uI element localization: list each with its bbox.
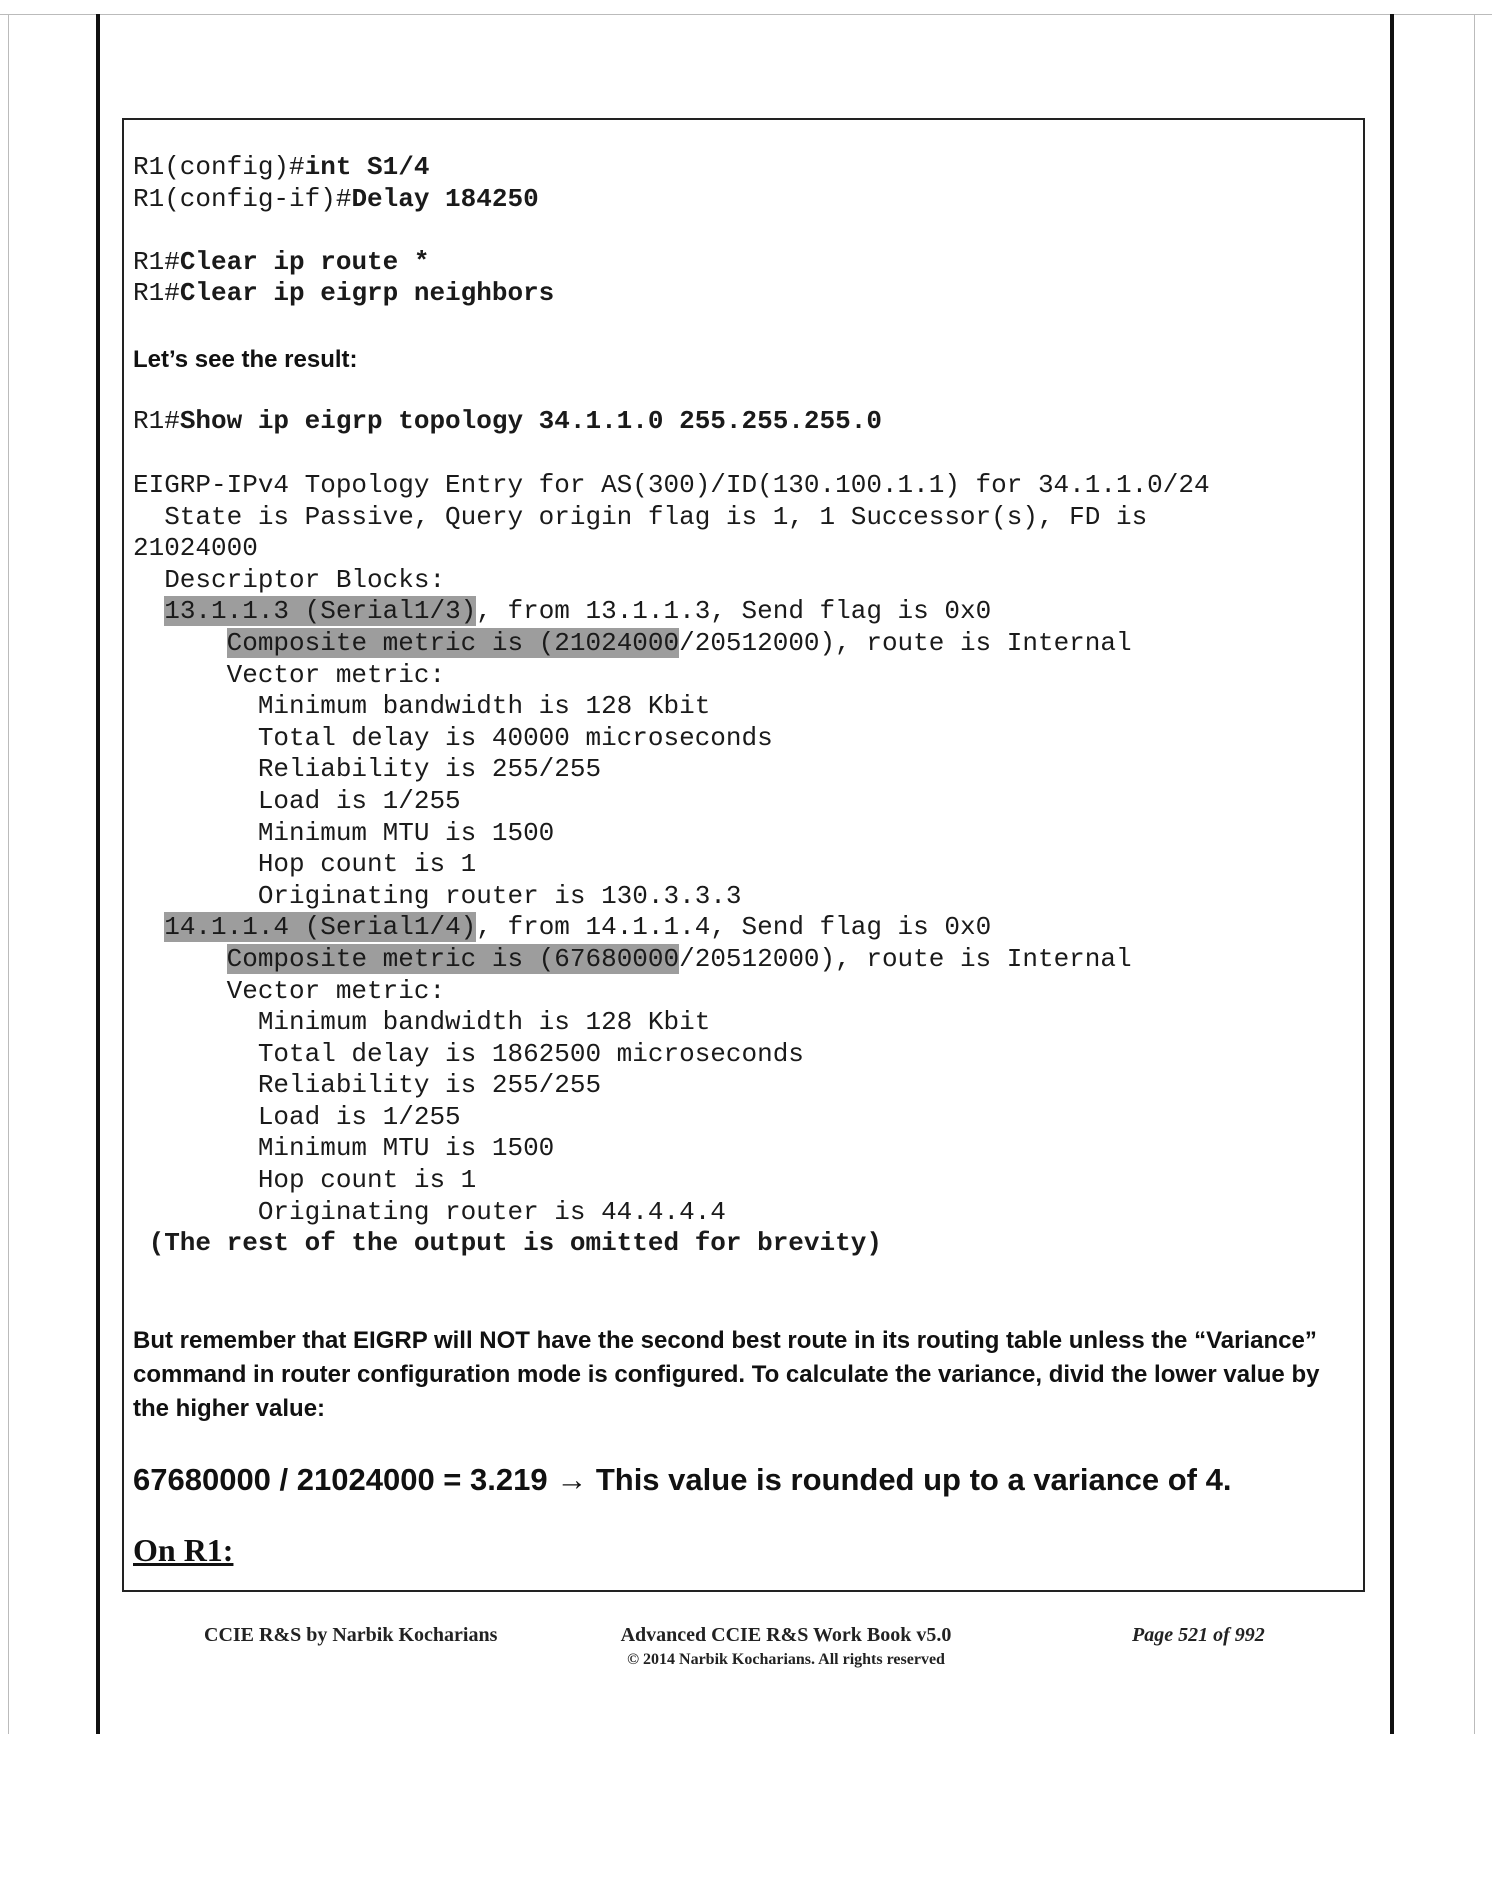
output-line: EIGRP-IPv4 Topology Entry for AS(300)/ID(130.100.1.1) for 34.1.1.0/24 [133, 470, 1210, 500]
output-line: Load is 1/255 [133, 785, 461, 816]
prompt: R1# [133, 246, 180, 277]
output-line: Minimum bandwidth is 128 Kbit [133, 691, 711, 722]
output-line: Minimum MTU is 1500 [133, 817, 555, 848]
page-left-edge [8, 14, 9, 1734]
omitted-note: (The rest of the output is omitted for brevity) [133, 1228, 882, 1259]
on-r1-heading: On R1: [133, 1532, 234, 1568]
output-line: Total delay is 1862500 microseconds [133, 1038, 804, 1069]
indent [133, 628, 227, 658]
footer-copyright: © 2014 Narbik Kocharians. All rights reserved [627, 1651, 945, 1668]
result-heading: Let’s see the result: [133, 346, 358, 373]
output-line: Total delay is 40000 microseconds [133, 722, 773, 753]
variance-paragraph: But remember that EIGRP will NOT have the second best route in its routing table unless the “Variance” command in router configuration mode is configured. To calculate the variance, divid the lower value by the higher value: [133, 1327, 1320, 1422]
command: int S1/4 [304, 152, 430, 182]
command: Clear ip eigrp neighbors [179, 278, 555, 309]
output-line: /20512000), route is Internal [679, 943, 1132, 974]
output-line: Hop count is 1 [133, 1165, 477, 1196]
footer-page-number: Page 521 of 992 [1132, 1624, 1265, 1646]
command: Delay 184250 [351, 183, 539, 214]
output-line: , from 14.1.1.4, Send flag is 0x0 [476, 912, 992, 943]
page-top-edge [0, 14, 1492, 15]
highlighted-next-hop: 13.1.1.3 (Serial1/3) [164, 596, 477, 627]
left-margin-rule [96, 14, 100, 1734]
prompt: R1(config-if)# [133, 183, 352, 214]
highlighted-composite-metric: Composite metric is (21024000 [226, 627, 680, 658]
output-line: , from 13.1.1.3, Send flag is 0x0 [476, 596, 992, 627]
prompt: R1# [133, 278, 180, 309]
output-line: Descriptor Blocks: [133, 564, 446, 595]
command: Show ip eigrp topology 34.1.1.0 255.255.255.0 [179, 406, 882, 436]
variance-calculation: 67680000 / 21024000 = 3.219 → This value is rounded up to a variance of 4. [133, 1462, 1232, 1497]
output-line: Minimum MTU is 1500 [133, 1133, 555, 1164]
prompt: R1(config)# [133, 152, 305, 182]
command: Clear ip route * [179, 246, 430, 277]
output-line: Reliability is 255/255 [133, 1070, 602, 1101]
output-line: Originating router is 44.4.4.4 [133, 1196, 726, 1227]
prompt: R1# [133, 406, 180, 436]
output-line: Minimum bandwidth is 128 Kbit [133, 1007, 711, 1038]
highlighted-composite-metric: Composite metric is (67680000 [226, 943, 680, 974]
indent [133, 944, 227, 974]
output-line: 21024000 [133, 533, 258, 564]
config-commands [133, 152, 554, 310]
output-line: Load is 1/255 [133, 1101, 461, 1132]
output-line: Vector metric: [133, 975, 446, 1006]
output-line: State is Passive, Query origin flag is 1, 1 Successor(s), FD is [133, 501, 1148, 532]
indent [133, 912, 164, 942]
show-command [133, 406, 882, 438]
output-line: Originating router is 130.3.3.3 [133, 880, 742, 911]
output-line: Vector metric: [133, 659, 446, 690]
output-line: Hop count is 1 [133, 849, 477, 880]
right-margin-rule [1390, 14, 1394, 1734]
output-line: /20512000), route is Internal [679, 627, 1132, 658]
output-line: Reliability is 255/255 [133, 754, 602, 785]
page-right-edge [1474, 14, 1475, 1734]
footer-book-title: Advanced CCIE R&S Work Book v5.0 [620, 1624, 952, 1646]
footer-author: CCIE R&S by Narbik Kocharians [204, 1624, 498, 1646]
indent [133, 596, 164, 626]
topology-output [133, 470, 1210, 1260]
footer-book [586, 1624, 986, 1669]
highlighted-next-hop: 14.1.1.4 (Serial1/4) [164, 912, 477, 943]
